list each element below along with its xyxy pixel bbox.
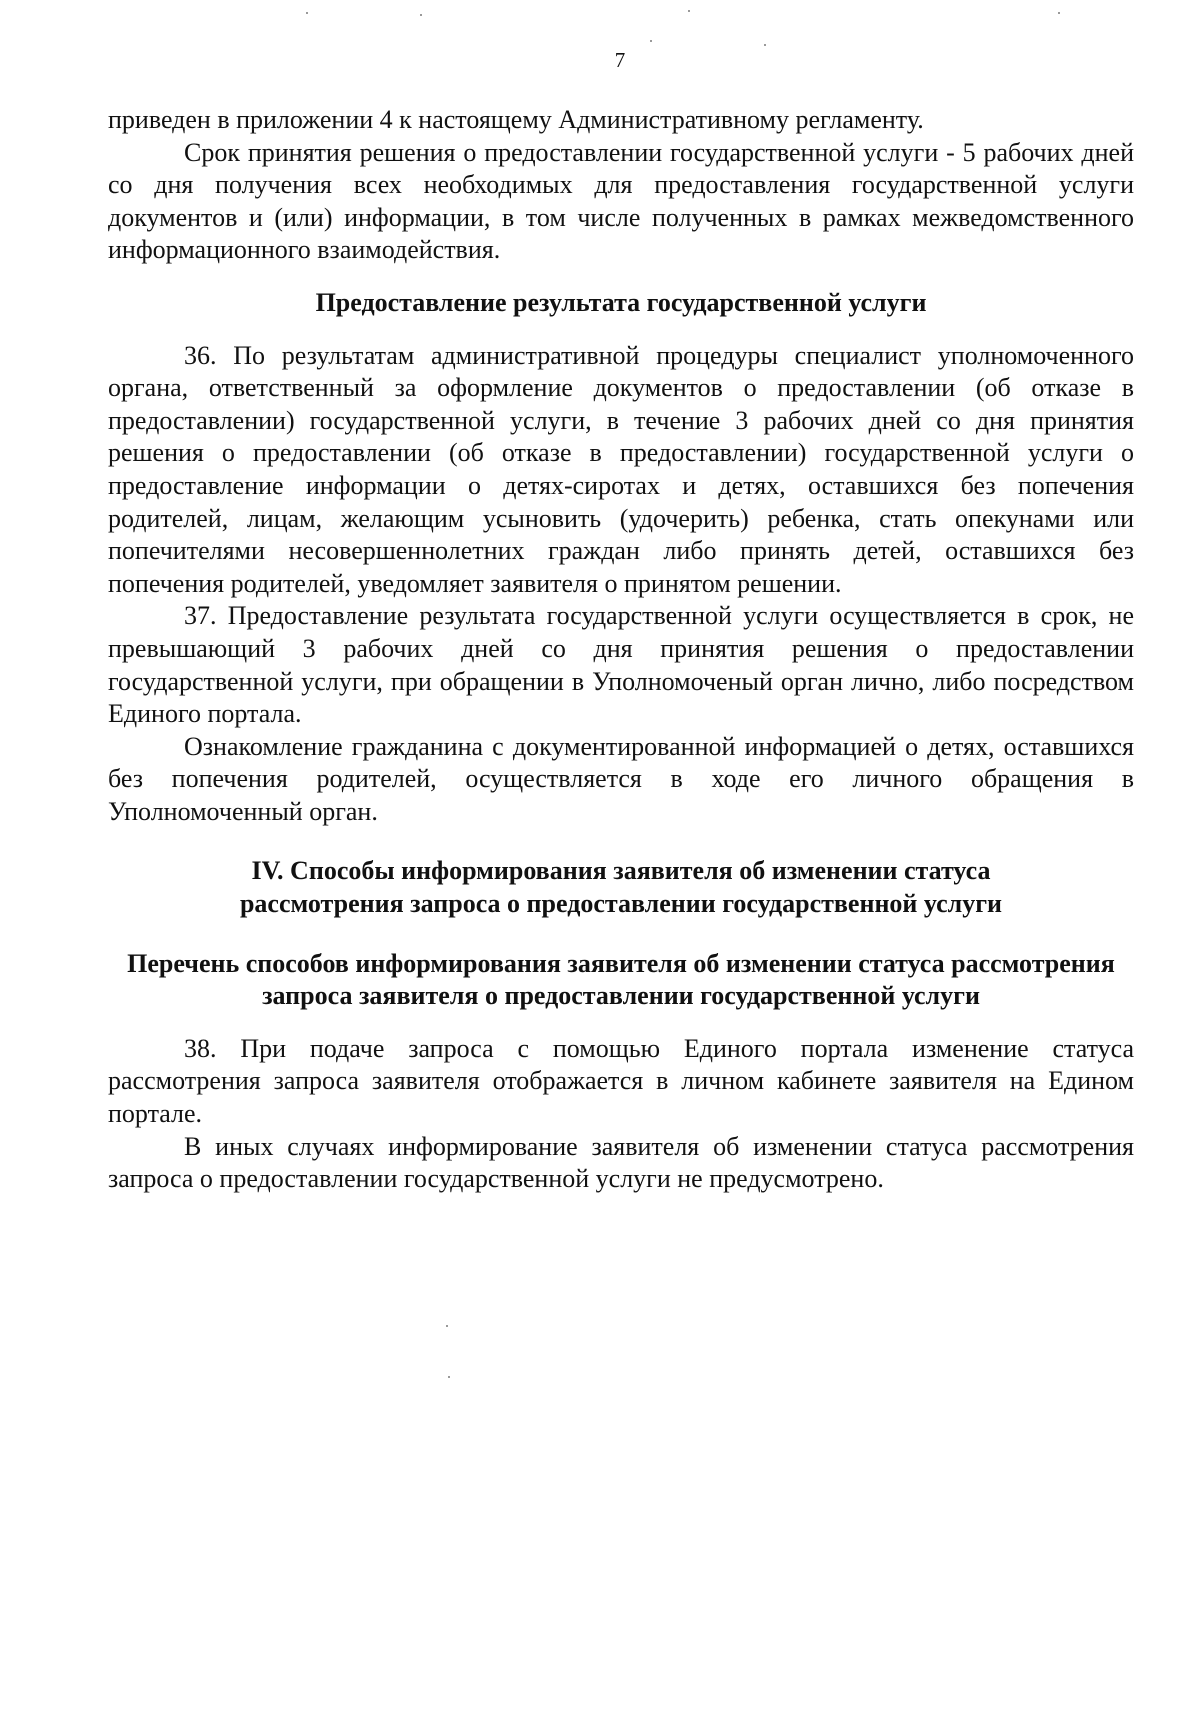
scan-speck <box>650 40 652 42</box>
paragraph: 36. По результатам административной процедуры специалист уполномоченного органа, ответственный за оформление документов о предоставлении (об отказе в предоставлении) государственной услуги, в течение 3 рабочих дней со дня принятия решения о предоставлении (об отказе в предоставлении) государственной услуги о предоставление информации о детях-сиротах и детях, оставшихся без попечения родителей, лицам, желающим усыновить (удочерить) ребенка, стать опекунами или попечителями несовершеннолетних граждан либо принять детей, оставшихся без попечения родителей, уведомляет заявителя о принятом решении. <box>108 340 1134 598</box>
section-heading: Перечень способов информирования заявителя об изменении статуса рассмотрения запроса заявителя о предоставлении государственной услуги <box>127 948 1115 1011</box>
scan-speck <box>448 1376 450 1378</box>
section-heading: Предоставление результата государственной услуги <box>315 287 927 317</box>
scan-speck <box>446 1325 448 1327</box>
chapter-heading: IV. Способы информирования заявителя об изменении статуса рассмотрения запроса о предоставлении государственной услуги <box>239 856 1003 919</box>
paragraph: Срок принятия решения о предоставлении государственной услуги - 5 рабочих дней со дня получения всех необходимых для предоставления государственной услуги документов и (или) информации, в том числе полученных в рамках межведомственного информационного взаимодействия. <box>108 137 1134 265</box>
paragraph: В иных случаях информирование заявителя об изменении статуса рассмотрения запроса о предоставлении государственной услуги не предусмотрено. <box>108 1131 1134 1194</box>
document-body <box>108 104 1134 1196</box>
paragraph: Ознакомление гражданина с документированной информацией о детях, оставшихся без попечения родителей, осуществляется в ходе его личного обращения в Уполномоченный орган. <box>108 731 1134 826</box>
scan-speck <box>420 14 422 16</box>
paragraph: 37. Предоставление результата государственной услуги осуществляется в срок, не превышающий 3 рабочих дней со дня принятия решения о предоставлении государственной услуги, при обращении в Уполномоченый орган лично, либо посредством Единого портала. <box>108 601 1134 729</box>
scan-speck <box>688 10 690 12</box>
scan-speck <box>306 12 308 14</box>
paragraph: 38. При подаче запроса с помощью Единого портала изменение статуса рассмотрения запроса заявителя отображается в личном кабинете заявителя на Едином портале. <box>108 1033 1134 1129</box>
scan-speck <box>764 44 766 46</box>
scan-speck <box>1058 12 1060 14</box>
page-number: 7 <box>614 48 626 72</box>
paragraph: приведен в приложении 4 к настоящему Административному регламенту. <box>108 105 924 134</box>
